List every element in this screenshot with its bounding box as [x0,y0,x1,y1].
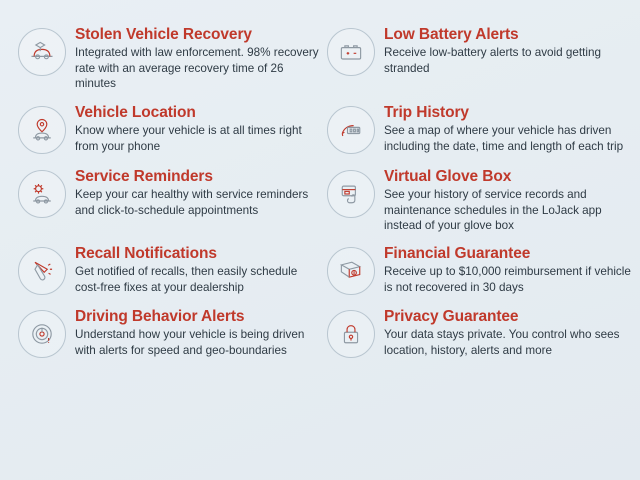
trip-history-icon [327,106,375,154]
privacy-guarantee-lock-icon [327,310,375,358]
feature-title: Low Battery Alerts [384,26,519,43]
feature-description: See a map of where your vehicle has driven including the date, time and length of each trip [384,124,624,153]
feature-title: Service Reminders [75,167,213,185]
feature-title: Vehicle Location [75,103,196,121]
feature-title: Stolen Vehicle Recovery [75,26,252,43]
feature-title: Recall Notifications [75,244,217,262]
feature-description: Integrated with law enforcement. 98% recovery rate with an average recovery time of 26 minutes [75,46,319,90]
feature-driving-behavior-alerts [18,308,323,358]
feature-text [384,104,632,154]
feature-description: Receive up to $10,000 reimbursement if vehicle is not recovered in 30 days [384,265,631,294]
feature-financial-guarantee [327,245,632,308]
feature-text [75,26,323,91]
feature-text [384,308,632,358]
vehicle-location-pin-icon [18,106,66,154]
feature-text [75,245,323,295]
features-grid [18,26,631,358]
feature-text [384,26,632,76]
feature-title: Virtual Glove Box [384,167,512,185]
low-battery-alerts-icon [327,28,375,76]
recall-notifications-megaphone-icon [18,247,66,295]
feature-text [384,245,632,295]
feature-title: Driving Behavior Alerts [75,307,245,325]
feature-stolen-vehicle-recovery [18,26,323,104]
driving-behavior-alerts-icon [18,310,66,358]
feature-title: Privacy Guarantee [384,307,519,325]
feature-title: Financial Guarantee [384,244,531,262]
feature-description: Get notified of recalls, then easily schedule cost-free fixes at your dealership [75,265,298,294]
feature-virtual-glove-box [327,168,632,245]
feature-title: Trip History [384,103,469,121]
feature-privacy-guarantee [327,308,632,358]
feature-trip-history [327,104,632,168]
feature-text [75,308,323,358]
feature-service-reminders [18,168,323,245]
feature-description: Your data stays private. You control who sees location, history, alerts and more [384,328,620,357]
feature-description: See your history of service records and maintenance schedules in the LoJack app instead of your glove box [384,188,602,232]
stolen-vehicle-recovery-icon [18,28,66,76]
feature-text [75,104,323,154]
feature-description: Understand how your vehicle is being driven with alerts for speed and geo-boundaries [75,328,305,357]
service-reminders-gear-icon [18,170,66,218]
feature-description: Receive low-battery alerts to avoid getting stranded [384,46,601,75]
feature-text [384,168,632,233]
virtual-glove-box-icon [327,170,375,218]
feature-description: Keep your car healthy with service reminders and click-to-schedule appointments [75,188,309,217]
feature-text [75,168,323,218]
feature-description: Know where your vehicle is at all times right from your phone [75,124,302,153]
feature-recall-notifications [18,245,323,308]
financial-guarantee-money-icon [327,247,375,295]
feature-vehicle-location [18,104,323,168]
feature-low-battery-alerts [327,26,632,104]
